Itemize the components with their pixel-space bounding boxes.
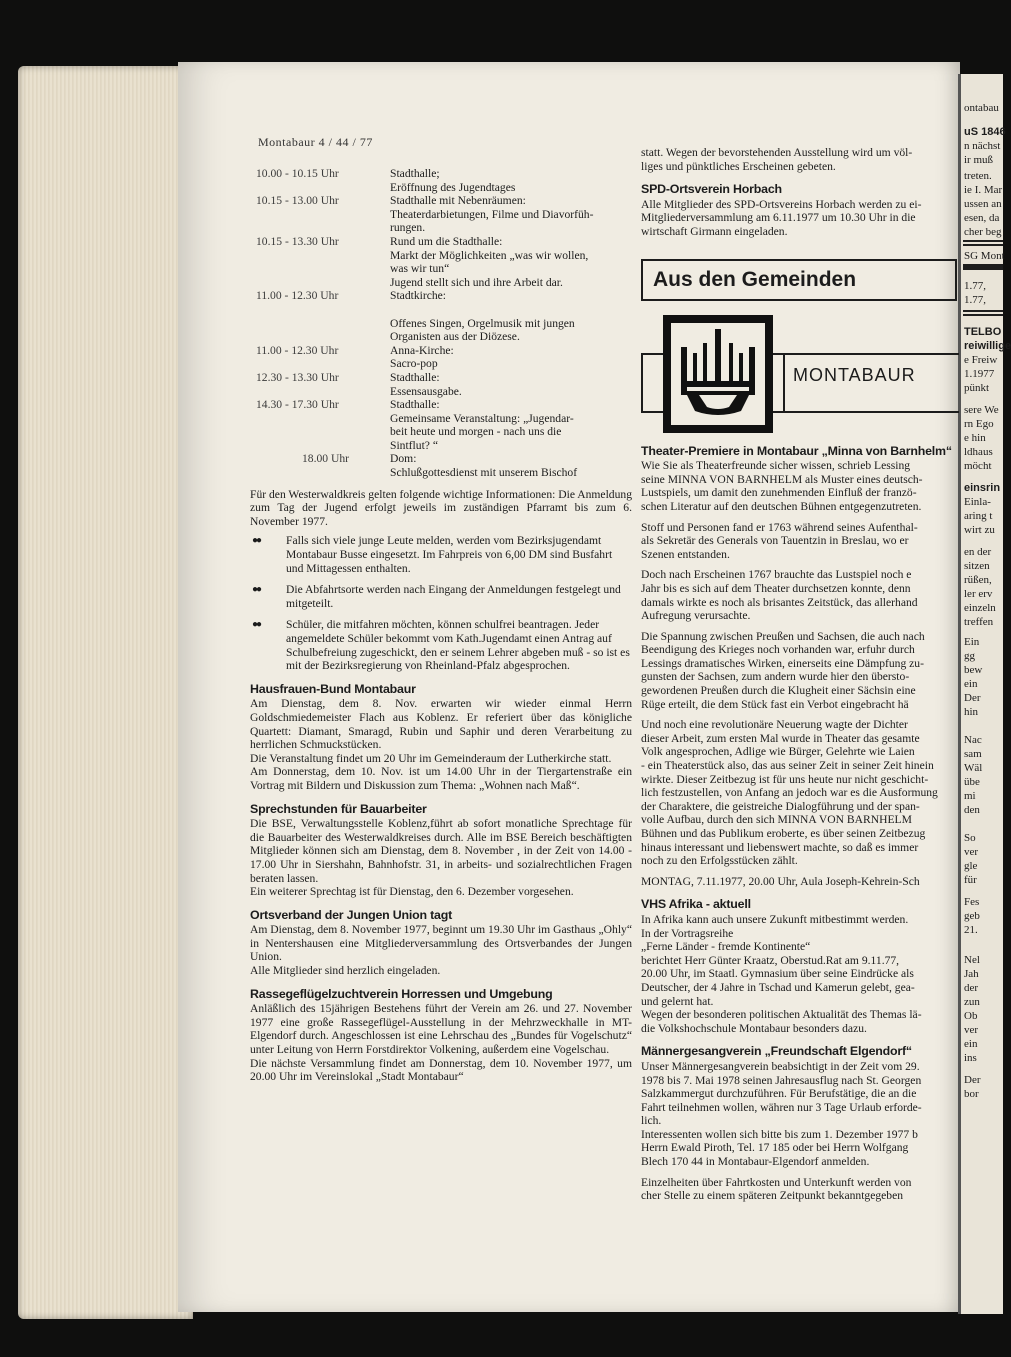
text-line: MONTAG, 7.11.1977, 20.00 Uhr, Aula Joseph-Kehrein-Sch — [641, 874, 920, 888]
article-paragraph: Anläßlich des 15jährigen Bestehens führt der Verein am 26. und 27. November 1977 eine große Rassegeflügel-Ausstellung in der Mehrzweckhalle in MT-Elgendorf durch. Angeschlossen ist eine Lehrschau des „Bundes für Vogelschutz“ unter Leitung von Herrn Forstdirektor Volkening, außerdem eine Vogelschau. — [250, 1002, 632, 1057]
schedule-line: Stadtkirche: — [390, 289, 447, 303]
text-line: als Sekretär des Generals von Tauentzin in Breslau, wo er — [641, 534, 909, 548]
edge-text-fragment: TELBO — [964, 326, 1002, 338]
schedule-time — [250, 276, 390, 290]
edge-text-fragment: ein — [964, 1038, 978, 1050]
text-line: „Ferne Länder - fremde Kontinente“ — [641, 940, 811, 954]
edge-text-fragment: Der — [964, 692, 981, 704]
edge-text-fragment: esen, da — [964, 212, 1000, 224]
text-line: Deutscher, der 4 Jahre in Tschad und Kamerun gelebt, gea- — [641, 980, 915, 994]
edge-text-fragment: treten. — [964, 170, 992, 182]
edge-text-fragment: e hin — [964, 432, 986, 444]
text-line: damals wirkte es noch als brisantes Zeitstück, das allerhand — [641, 595, 918, 609]
text-line: Wegen der besonderen politischen Aktualität des Themas lä- — [641, 1008, 922, 1022]
text-line: Lessings dramatisches Wirken, einerseits eine Dämpfung zu- — [641, 656, 924, 670]
article-paragraph — [641, 1176, 957, 1203]
text-line: dieser Arbeit, zum ersten Mal wurde in Theater das gesamte — [641, 731, 920, 745]
text-line: Bühnen und das Publikum eroberte, es über seinen Zeitbezug — [641, 827, 926, 840]
continued-text — [641, 146, 957, 173]
schedule-time — [250, 221, 390, 235]
edge-text-fragment: 1.1977 — [964, 368, 995, 380]
text-line: Und noch eine revolutionäre Neuerung wagte der Dichter — [641, 718, 908, 732]
edge-text-fragment: einsrin — [964, 482, 1001, 494]
edge-text-fragment: uS 1846 — [964, 126, 1006, 138]
edge-text-fragment: ver — [964, 846, 979, 858]
text-line: - ein Theaterstück also, das aus seiner Zeit in seiner Zeit hinein — [641, 759, 934, 773]
schedule-line: Gemeinsame Veranstaltung: „Jugendar- — [390, 411, 574, 425]
edge-text-fragment: sitzen — [964, 560, 990, 572]
article-paragraph: Die Veranstaltung findet um 20 Uhr im Gemeinderaum der Lutherkirche statt. — [250, 751, 612, 765]
schedule-line: Jugend stellt sich und ihre Arbeit dar. — [390, 275, 563, 289]
edge-text-fragment: ldhaus — [964, 446, 993, 458]
edge-text-fragment: cher beg — [964, 226, 1002, 238]
edge-text-fragment: geb — [964, 910, 980, 922]
schedule-line: beit heute und morgen - nach uns die — [390, 425, 562, 439]
edge-text-fragment: wirt zu — [964, 524, 995, 536]
schedule-time — [250, 412, 390, 426]
banner-title: Aus den Gemeinden — [653, 267, 857, 291]
text-line: Die Spannung zwischen Preußen und Sachsen, die auch nach — [641, 629, 925, 643]
event-schedule — [250, 167, 632, 480]
text-line: wirkte. Dieser Zeitbezug ist für uns heute nur nicht geschicht- — [641, 772, 929, 786]
page-header: Montabaur 4 / 44 / 77 — [258, 135, 373, 149]
edge-text-fragment: ontabau — [964, 102, 999, 114]
article-paragraph — [641, 630, 957, 712]
edge-text-fragment: für — [964, 874, 977, 886]
text-line: gewordenen Preußen durch die Klugheit einer Sächsin eine — [641, 684, 916, 698]
article-title-spd: SPD-Ortsverein Horbach — [641, 182, 782, 197]
text-line: Blech 170 44 in Montabaur-Elgendorf anmelden. — [641, 1155, 870, 1169]
schedule-line: Stadthalle: — [390, 398, 440, 412]
text-line: seine MINNA VON BARNHELM als Muster eines deutsch- — [641, 472, 923, 486]
edge-text-fragment: n nächst — [964, 140, 1001, 152]
article-title-vhs: VHS Afrika - aktuell — [641, 897, 751, 912]
text-line: Lustspiels, um damit den zunehmenden Einfluß der franzö- — [641, 486, 917, 500]
article-body-theater — [641, 459, 957, 888]
text-line: Szenen entstanden. — [641, 547, 730, 561]
left-column — [250, 167, 632, 1084]
text-line: lich festzustellen, von Anfang an jedoch war es die Ausformung — [641, 786, 938, 800]
edge-text-fragment: e Freiw — [964, 354, 998, 366]
montabaur-logo — [641, 315, 957, 435]
text-line: lich. — [641, 1114, 662, 1128]
section-banner — [641, 259, 957, 301]
schedule-line: Essensausgabe. — [390, 384, 462, 398]
schedule-time — [250, 357, 390, 371]
text-line: statt. Wegen der bevorstehenden Ausstellung wird um völ- — [641, 146, 913, 159]
edge-text-fragment: möcht — [964, 460, 992, 472]
text-line: noch zu den Erfolgsstücken zählt. — [641, 854, 798, 868]
edge-text-fragment: ie I. Mar — [964, 184, 1003, 196]
article-title-maennergesang: Männergesangverein „Freundschaft Elgendorf“ — [641, 1044, 912, 1059]
schedule-line: Organisten aus der Diözese. — [390, 330, 520, 344]
edge-text-fragment: en der — [964, 546, 992, 558]
schedule-time: 10.00 - 10.15 Uhr — [256, 167, 339, 180]
schedule-line: Sintflut? “ — [390, 438, 438, 452]
bullet-icon: ●● — [252, 619, 261, 631]
text-line: Aufregung verursachte. — [641, 609, 751, 623]
edge-text-fragment: reiwillige — [964, 340, 1011, 352]
article-paragraph: Am Donnerstag, dem 10. Nov. ist um 14.00 Uhr in der Tiergartenstraße ein Vortrag mit Bildern und Diskussion zum Thema: „Wohnen nach Maß“. — [250, 765, 632, 792]
schedule-line — [390, 303, 632, 317]
edge-text-fragment: pünkt — [964, 382, 990, 394]
schedule-time: 18.00 Uhr — [302, 452, 350, 466]
schedule-line: Eröffnung des Jugendtages — [390, 180, 516, 194]
text-line: Wie Sie als Theaterfreunde sicher wissen, schrieb Lessing — [641, 459, 911, 473]
edge-rule — [963, 240, 1003, 242]
schedule-time: 10.15 - 13.00 Uhr — [256, 194, 339, 208]
article-paragraph: Ein weiterer Sprechtag ist für Dienstag, den 6. Dezember vorgesehen. — [250, 885, 574, 899]
schedule-line: Stadthalle; — [390, 167, 440, 180]
castle-icon — [671, 323, 765, 425]
bullet-item — [250, 534, 632, 575]
edge-text-fragment: ler erv — [964, 588, 993, 600]
bullet-list — [250, 534, 632, 672]
edge-text-fragment: 1.77, — [964, 280, 986, 292]
coat-of-arms-icon — [663, 315, 773, 433]
article-title-theater: Theater-Premiere in Montabaur „Minna von Barnhelm“ — [641, 443, 952, 458]
schedule-line: rungen. — [390, 221, 426, 235]
edge-text-fragment: bor — [964, 1088, 979, 1100]
text-line: schen Literatur auf den deutschen Bühnen entgegenzutreten. — [641, 499, 922, 513]
edge-rule — [963, 264, 1003, 270]
edge-text-fragment: der — [964, 982, 979, 994]
schedule-line: Dom: — [390, 452, 417, 466]
text-line: volle Aufbau, durch den sich MINNA VON BARNHELM — [641, 813, 912, 827]
edge-text-fragment: ins — [964, 1052, 977, 1064]
edge-text-fragment: ussen an — [964, 198, 1002, 210]
bullet-icon: ●● — [252, 535, 261, 547]
edge-text-fragment: einzeln — [964, 602, 996, 614]
text-line: Herrn Ewald Piroth, Tel. 17 185 oder bei Herrn Wolfgang — [641, 1141, 909, 1155]
schedule-time — [250, 208, 390, 222]
schedule-line: Markt der Möglichkeiten „was wir wollen, — [390, 248, 589, 262]
schedule-line: Theaterdarbietungen, Filme und Diavorfüh- — [390, 207, 594, 221]
logo-text: MONTABAUR — [793, 364, 916, 385]
text-line: Mitgliederversammlung am 6.11.1977 um 10.30 Uhr in die — [641, 211, 916, 225]
article-paragraph: Am Dienstag, dem 8. Nov. erwarten wir wieder einmal Herrn Goldschmiedemeister Flach aus Koblenz. Er referiert über das königliche Quartett: Diamant, Smaragd, Rubin und Saphir und deren Verarbeitung zu herrlichen Schmuckstücken. — [250, 697, 632, 752]
edge-text-fragment: gle — [964, 860, 978, 872]
schedule-line: Rund um die Stadthalle: — [390, 234, 503, 248]
bullet-text: Die Abfahrtsorte werden nach Eingang der Anmeldungen festgelegt und mitgeteilt. — [286, 583, 621, 610]
schedule-time — [250, 303, 390, 317]
schedule-line: Schlußgottesdienst mit unserem Bischof — [390, 466, 578, 480]
schedule-time — [250, 262, 390, 276]
bullet-text: Schüler, die mitfahren möchten, können schulfrei beantragen. Jeder angemeldete Schüler bekommt vom Kath.Jugendamt einen Antrag auf Schulbefreiung zugeschickt, den er seinem Lehrer abgeben muß - so ist es mit der Bezirksregierung von Rheinland-Pfalz abgesprochen. — [286, 618, 630, 673]
schedule-time: 11.00 - 12.30 Uhr — [256, 343, 339, 357]
text-line: In Afrika kann auch unsere Zukunft mitbestimmt werden. — [641, 912, 909, 926]
edge-text-fragment: SG Mont — [964, 250, 1005, 262]
left-articles — [250, 683, 632, 1084]
schedule-time — [250, 466, 390, 480]
article-paragraph — [641, 718, 957, 868]
text-line: Interessenten wollen sich bitte bis zum 1. Dezember 1977 b — [641, 1127, 918, 1141]
schedule-time — [250, 317, 390, 331]
article-body-vhs — [641, 913, 957, 1035]
schedule-time — [250, 425, 390, 439]
article-title: Sprechstunden für Bauarbeiter — [250, 801, 427, 816]
text-line: Doch nach Erscheinen 1767 brauchte das Lustspiel noch e — [641, 568, 912, 582]
text-line: liges und pünktliches Erscheinen gebeten. — [641, 159, 836, 173]
edge-text-fragment: hin — [964, 706, 979, 718]
right-column — [641, 146, 957, 1210]
adjacent-page-edge — [958, 74, 1011, 1314]
edge-text-fragment: treffen — [964, 616, 994, 628]
article-title: Hausfrauen-Bund Montabaur — [250, 681, 416, 696]
edge-text-fragment: 21. — [964, 924, 978, 936]
text-line: Volk angesprochen, Adlige wie Bürger, Gelehrte wie Laien — [641, 745, 915, 759]
edge-text-fragment: Ein — [964, 636, 980, 648]
edge-text-fragment: den — [964, 804, 980, 816]
text-line: Stoff und Personen fand er 1763 während seines Aufenthal- — [641, 520, 918, 534]
schedule-time — [250, 385, 390, 399]
text-line: gunsten der Sachsen, zum andern wurde hier den übersto- — [641, 670, 910, 684]
text-line: berichtet Herr Günter Kraatz, Oberstud.Rat am 9.11.77, — [641, 953, 900, 967]
book-page-edges — [18, 66, 193, 1319]
schedule-line: Offenes Singen, Orgelmusik mit jungen — [390, 316, 575, 330]
edge-text-fragment: übe — [964, 776, 980, 788]
schedule-time — [250, 249, 390, 263]
edge-text-fragment: So — [964, 832, 976, 844]
schedule-time: 12.30 - 13.30 Uhr — [256, 370, 339, 384]
article-paragraph: Alle Mitglieder sind herzlich eingeladen. — [250, 964, 441, 978]
bullet-icon: ●● — [252, 584, 261, 596]
article-body-spd — [641, 198, 957, 239]
article-paragraph — [641, 521, 957, 562]
text-line: Unser Männergesangverein beabsichtigt in der Zeit vom 29. — [641, 1059, 920, 1073]
edge-text-fragment: mi — [964, 790, 976, 802]
schedule-time — [250, 330, 390, 344]
edge-text-fragment: Jah — [964, 968, 979, 980]
text-line: Rüge erteilt, die dem Stück fast ein Verbot eingebracht hä — [641, 697, 909, 711]
schedule-line: was wir tun“ — [390, 262, 450, 276]
article-paragraph — [641, 459, 957, 513]
schedule-time: 10.15 - 13.30 Uhr — [256, 234, 339, 248]
article-paragraph — [641, 1060, 957, 1169]
edge-text-fragment: ein — [964, 678, 978, 690]
bullet-text: Falls sich viele junge Leute melden, werden vom Bezirksjugendamt Montabaur Busse eingesetzt. Im Fahrpreis von 6,00 DM sind Busfahrt und Mittagessen enthalten. — [286, 534, 613, 575]
edge-text-fragment: Wäl — [964, 762, 983, 774]
bullet-item — [250, 618, 632, 672]
coat-of-arms-inner — [671, 323, 765, 425]
schedule-line: Stadthalle mit Nebenräumen: — [390, 194, 526, 208]
edge-rule — [963, 314, 1003, 316]
text-line: Beendigung des Krieges noch vorhanden war, erfuhr durch — [641, 643, 915, 657]
text-line: Einzelheiten über Fahrtkosten und Unterkunft werden von — [641, 1175, 912, 1189]
edge-rule — [963, 310, 1003, 312]
edge-text-fragment: 1.77, — [964, 294, 986, 306]
article-paragraph: Die BSE, Verwaltungsstelle Koblenz,führt ab sofort monatliche Sprechtage für die Bauarbeiter des Westerwaldkreises durch. Alle im BSE Bereich beschäftigten Mitglieder können sich am Dienstag, dem 8. November , in der Zeit von 14.00 - 17.00 Uhr in Siershahn, Bahnhofstr. 31, in arbeits- und sozialrechtlichen Fragen beraten lassen. — [250, 817, 632, 885]
schedule-line: Sacro-pop — [390, 357, 438, 371]
edge-text-fragment: ver — [964, 1024, 979, 1036]
edge-text-fragment: sere We — [964, 404, 999, 416]
edge-text-fragment: aring t — [964, 510, 993, 522]
edge-text-fragment: Nel — [964, 954, 980, 966]
schedule-time: 14.30 - 17.30 Uhr — [256, 398, 339, 412]
edge-text-fragment: rüßen, — [964, 574, 992, 586]
text-line: der Charaktere, die geistreiche Dialogführung und der span- — [641, 799, 920, 813]
article-title: Rassegeflügelzuchtverein Horressen und Umgebung — [250, 986, 553, 1001]
edge-text-fragment: gg — [964, 650, 975, 662]
article-paragraph: Die nächste Versammlung findet am Donnerstag, dem 10. November 1977, um 20.00 Uhr im Vereinslokal „Stadt Montabaur“ — [250, 1056, 632, 1084]
schedule-line: Anna-Kirche: — [390, 343, 454, 357]
edge-text-fragment: sam — [964, 748, 982, 760]
schedule-time — [250, 181, 390, 195]
edge-text-fragment: Nac — [964, 734, 982, 746]
text-line: die Volkshochschule Montabaur besonders dazu. — [641, 1021, 867, 1035]
text-line: In der Vortragsreihe — [641, 926, 734, 940]
text-line: 20.00 Uhr, im Staatl. Gymnasium über seine Eindrücke als — [641, 967, 914, 981]
text-line: Alle Mitglieder des SPD-Ortsvereins Horbach werden zu ei- — [641, 197, 922, 211]
text-line: hinaus interessant und liebenswert machte, so daß es immer — [641, 840, 919, 854]
edge-text-fragment: Einla- — [964, 496, 991, 508]
article-title: Ortsverband der Jungen Union tagt — [250, 907, 452, 922]
edge-text-fragment: zun — [964, 996, 980, 1008]
edge-text-fragment: Ob — [964, 1010, 978, 1022]
text-line: Jahr bis es sich auf dem Theater durchsetzen konnte, denn — [641, 581, 911, 595]
logo-divider — [783, 355, 785, 411]
schedule-line: Stadthalle: — [390, 370, 440, 384]
article-paragraph — [641, 568, 957, 622]
edge-text-fragment: ir muß — [964, 154, 994, 166]
article-paragraph — [641, 875, 957, 889]
bullet-item — [250, 583, 632, 610]
schedule-time — [250, 439, 390, 453]
schedule-time: 11.00 - 12.30 Uhr — [256, 289, 339, 303]
edge-text-fragment: rn Ego — [964, 418, 994, 430]
text-line: 1978 bis 7. Mai 1978 seinen Jahresausflug nach St. Georgen — [641, 1073, 922, 1087]
article-body-maennergesang — [641, 1060, 957, 1203]
text-line: wirtschaft Girmann eingeladen. — [641, 224, 788, 238]
text-line: Salzkammergut durchzuführen. Für Berufstätige, die an die — [641, 1087, 917, 1101]
info-paragraph: Für den Westerwaldkreis gelten folgende wichtige Informationen: Die Anmeldung zum Tag der Jugend erfolgt jeweils im zuständigen Pfarramt bis zum 6. November 1977. — [250, 487, 632, 528]
edge-text-fragment: bew — [964, 664, 983, 676]
article-paragraph: Am Dienstag, dem 8. November 1977, beginnt um 19.30 Uhr im Gasthaus „Ohly“ in Nentershausen eine Mitgliederversammlung des Ortsverbandes der Jungen Union. — [250, 923, 632, 964]
text-line: Fahrt teilnehmen wollen, währen nur 3 Tage Urlaub erforde- — [641, 1100, 922, 1114]
edge-rule — [963, 244, 1003, 246]
edge-text-fragment: Fes — [964, 896, 980, 908]
text-line: cher Stelle zu einem späteren Zeitpunkt bekanntgegeben — [641, 1189, 904, 1203]
text-line: und gelernt hat. — [641, 994, 714, 1008]
edge-text-fragment: Der — [964, 1074, 981, 1086]
